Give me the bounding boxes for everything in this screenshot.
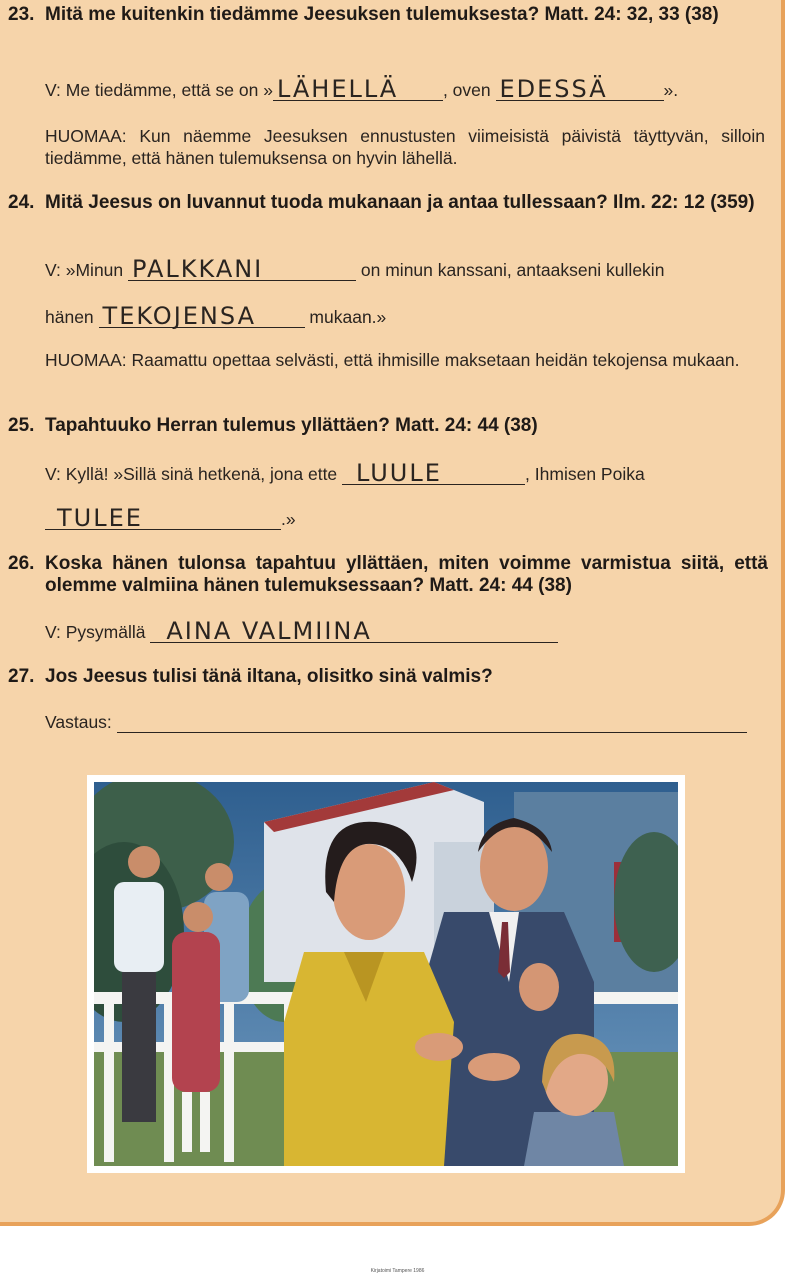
question-text: Mitä Jeesus on luvannut tuoda mukanaan ja antaa tullessaan? Ilm. 22: 12 (359) [45,192,755,213]
answer-prefix: V: Me tiedämme, että se on » [45,80,273,100]
question-27 [8,666,768,688]
answer-label: Vastaus: [45,712,112,732]
answer-line-27 [45,710,765,733]
answer-blank[interactable] [45,504,281,532]
footer-imprint: Kirjatoimi Tampere 1986 [370,1268,425,1274]
question-number: 23. [8,4,35,25]
answer-line-24b [45,302,765,330]
answer-blank[interactable] [273,75,443,103]
answer-line-25a [45,459,765,487]
question-number: 25. [8,415,35,436]
handwritten-answer: TEKOJENSA [102,302,256,330]
question-number: 26. [8,553,35,574]
answer-blank[interactable] [496,75,664,103]
family-looking-up-illustration [94,782,678,1166]
answer-suffix: on minun kanssani, antaakseni kullekin [360,260,665,280]
answer-blank[interactable] [99,302,305,330]
answer-line-24a [45,255,765,283]
question-23 [8,4,768,26]
question-text: Tapahtuuko Herran tulemus yllättäen? Matt. 24: 44 (38) [45,415,538,436]
answer-mid: , oven [442,80,491,100]
handwritten-answer: PALKKANI [132,255,264,283]
answer-blank[interactable] [117,710,747,733]
illustration-frame [87,775,685,1173]
question-number: 27. [8,666,35,687]
answer-blank[interactable] [150,617,558,645]
handwritten-answer: LUULE [356,459,442,487]
answer-line-26 [45,617,765,645]
question-text: Jos Jeesus tulisi tänä iltana, olisitko sinä valmis? [45,666,493,687]
answer-blank[interactable] [128,255,356,283]
question-25 [8,415,768,437]
question-number: 24. [8,192,35,213]
note-23: HUOMAA: Kun näemme Jeesuksen ennustusten viimeisistä päivistä täyttyvän, silloin tiedämme, että hänen tulemuksensa on hyvin lähellä. [45,126,765,168]
answer-prefix: V: »Minun [45,260,124,280]
question-text: Mitä me kuitenkin tiedämme Jeesuksen tulemuksesta? Matt. 24: 32, 33 (38) [45,4,719,25]
answer-suffix: .» [281,509,296,529]
answer-suffix: mukaan.» [309,307,387,327]
answer-line-25b [45,504,765,532]
handwritten-answer: AINA VALMIINA [166,617,372,645]
note-24: HUOMAA: Raamattu opettaa selvästi, että ihmisille maksetaan heidän tekojensa mukaan. [45,350,740,370]
question-text: Koska hänen tulonsa tapahtuu yllättäen, miten voimme varmistua siitä, että olemme valmiina hänen tulemuksessaan? Matt. 24: 44 (38) [45,553,768,596]
handwritten-answer: LÄHELLÄ [276,75,399,103]
answer-prefix: V: Pysymällä [45,622,146,642]
question-24 [8,192,768,214]
answer-suffix: , Ihmisen Poika [525,464,645,484]
answer-suffix: ». [663,80,679,100]
answer-prefix: hänen [45,307,94,327]
answer-prefix: V: Kyllä! »Sillä sinä hetkenä, jona ette [45,464,338,484]
question-26 [8,553,768,597]
answer-blank[interactable] [342,459,525,487]
answer-line-23 [45,75,765,103]
handwritten-answer: TULEE [57,504,143,532]
handwritten-answer: EDESSÄ [499,75,608,103]
